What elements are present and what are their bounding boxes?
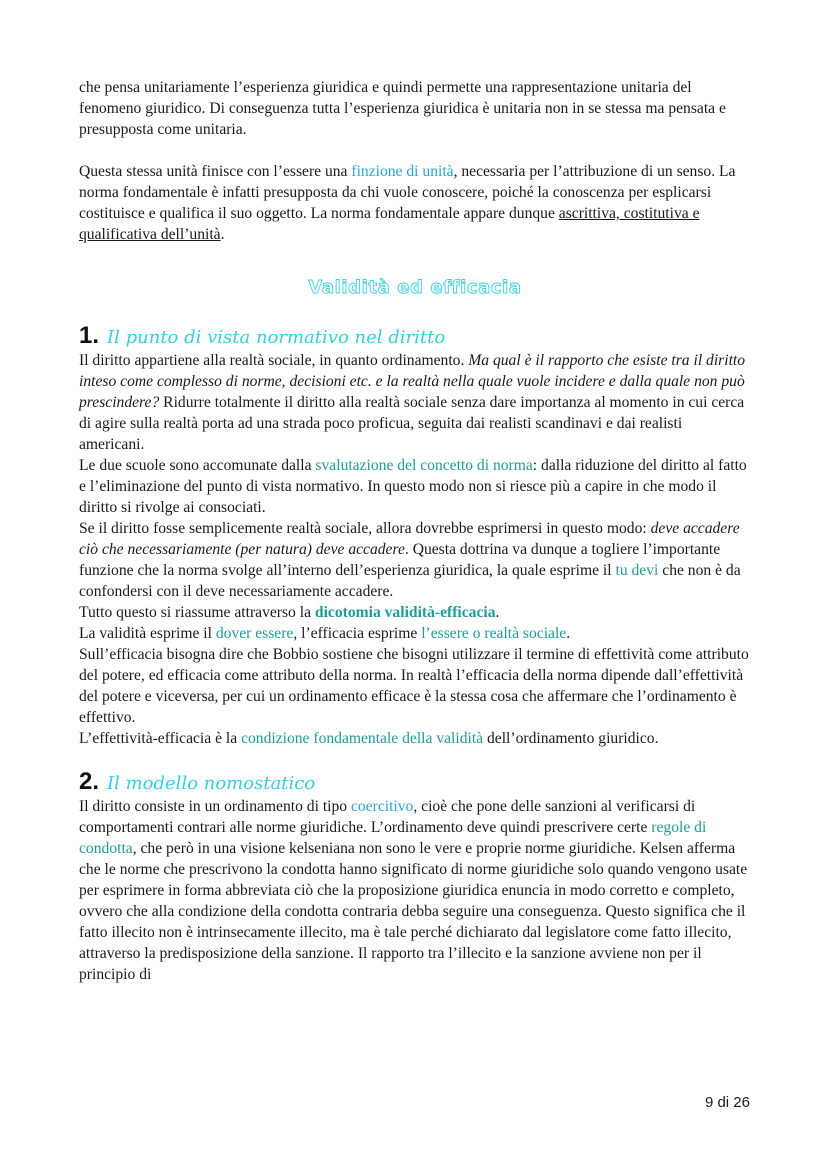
heading-1-title: Il punto di vista normativo nel diritto xyxy=(107,327,446,348)
highlight-dicotomia: dicotomia validità-efficacia xyxy=(314,604,496,621)
intro-paragraph-1: che pensa unitariamente l’esperienza giuridica e quindi permette una rappresentazione unitaria del fenomeno giuridico. Di conseguenza tutta l’esperienza giuridica è unitaria non in se stessa ma pensata e presupposta come unitaria. xyxy=(79,79,726,138)
s2-paragraph-a: Il diritto consiste in un ordinamento di tipo coercitivo, cioè che pone delle sanzioni al verificarsi di comportamenti contrari alle norme giuridiche. L’ordinamento deve quindi prescrivere certe regole di condotta, che però in una visione kelseniana non sono le vere e proprie norme giuridiche. Kelsen afferma che le norme che prescrivono la condotta hanno significato di norme giuridiche solo quando vengono usate per esprimere in forma abbreviata ciò che la proposizione giuridica enuncia in modo corretto e completo, ovvero che alla condizione della condotta contraria debba seguire una conseguenza. Questo significa che il fatto illecito non è intrinsecamente illecito, ma è tale perché dichiarato dal legislatore come fatto illecito, attraverso la predisposizione della sanzione. Il rapporto tra l’illecito e la sanzione avviene non per il principio di xyxy=(79,798,748,983)
heading-2-title: Il modello nomostatico xyxy=(107,773,316,794)
underlined-phrase: ascrittiva, costitutiva e qualificativa dell’unità xyxy=(79,205,700,243)
intro-paragraph-2: Questa stessa unità finisce con l’essere una finzione di unità, necessaria per l’attribuzione di un senso. La norma fondamentale è infatti presupposta da chi vuole conoscere, poiché la conoscenza per esplicarsi costituisce e qualifica il suo oggetto. La norma fondamentale appare dunque ascrittiva, costitutiva e qualificativa dell’unità. xyxy=(79,163,736,243)
highlight-regole: regole di condotta xyxy=(79,819,707,857)
highlight-finzione: finzione di unità xyxy=(351,163,454,180)
highlight-svalutazione: svalutazione del concetto di norma xyxy=(315,457,533,474)
highlight-tu-devi: tu devi xyxy=(615,562,659,579)
heading-1 xyxy=(79,322,751,348)
highlight-dover-essere: dover essere xyxy=(215,625,294,642)
heading-2-number: 2. xyxy=(79,768,100,795)
highlight-essere: l’essere o realtà sociale xyxy=(421,625,567,642)
s1-paragraph-c: Se il diritto fosse semplicemente realtà sociale, allora dovrebbe esprimersi in questo modo: deve accadere ciò che necessariamente (per natura) deve accadere. Questa dottrina va dunque a togliere l’importante funzione che la norma svolge all’interno dell’esperienza giuridica, la quale esprime il tu devi che non è da confondersi con il deve necessariamente accadere. xyxy=(79,520,741,600)
page-number: 9 di 26 xyxy=(704,1094,750,1111)
highlight-condizione: condizione fondamentale della validità xyxy=(241,730,484,747)
s1-paragraph-a: Il diritto appartiene alla realtà sociale, in quanto ordinamento. Ma qual è il rapporto che esiste tra il diritto inteso come complesso di norme, decisioni etc. e la realtà nella quale vuole incidere e dalla quale non può prescindere? Ridurre totalmente il diritto alla realtà sociale senza dare importanza al momento in cui cerca di agire sulla realtà porta ad una strada poco proficua, seguita dai realisti scandinavi e dai realisti americani. xyxy=(79,352,746,453)
s1-paragraph-e: La validità esprime il dover essere, l’efficacia esprime l’essere o realtà sociale. xyxy=(79,625,571,642)
s1-paragraph-f: Sull’efficacia bisogna dire che Bobbio sostiene che bisogni utilizzare il termine di effettività come attributo del potere, ed efficacia come attributo della norma. In realtà l’efficacia della norma dipende dall’effettività del potere e viceversa, per cui un ordinamento efficace è la stessa cosa che affermare che l’ordinamento è effettivo. xyxy=(79,646,749,726)
page-body xyxy=(79,77,751,985)
s1-paragraph-g: L’effettività-efficacia è la condizione fondamentale della validità dell’ordinamento giuridico. xyxy=(79,730,659,747)
section-title: Validità ed efficacia xyxy=(308,277,522,298)
heading-1-number: 1. xyxy=(79,322,100,349)
highlight-coercitivo: coercitivo xyxy=(351,798,414,815)
s1-paragraph-d: Tutto questo si riassume attraverso la dicotomia validità-efficacia. xyxy=(79,604,500,621)
heading-2 xyxy=(79,768,751,794)
s1-paragraph-b: Le due scuole sono accomunate dalla svalutazione del concetto di norma: dalla riduzione del diritto al fatto e l’eliminazione del punto di vista normativo. In questo modo non si riesce più a capire in che modo il diritto si rivolge ai consociati. xyxy=(79,457,747,516)
